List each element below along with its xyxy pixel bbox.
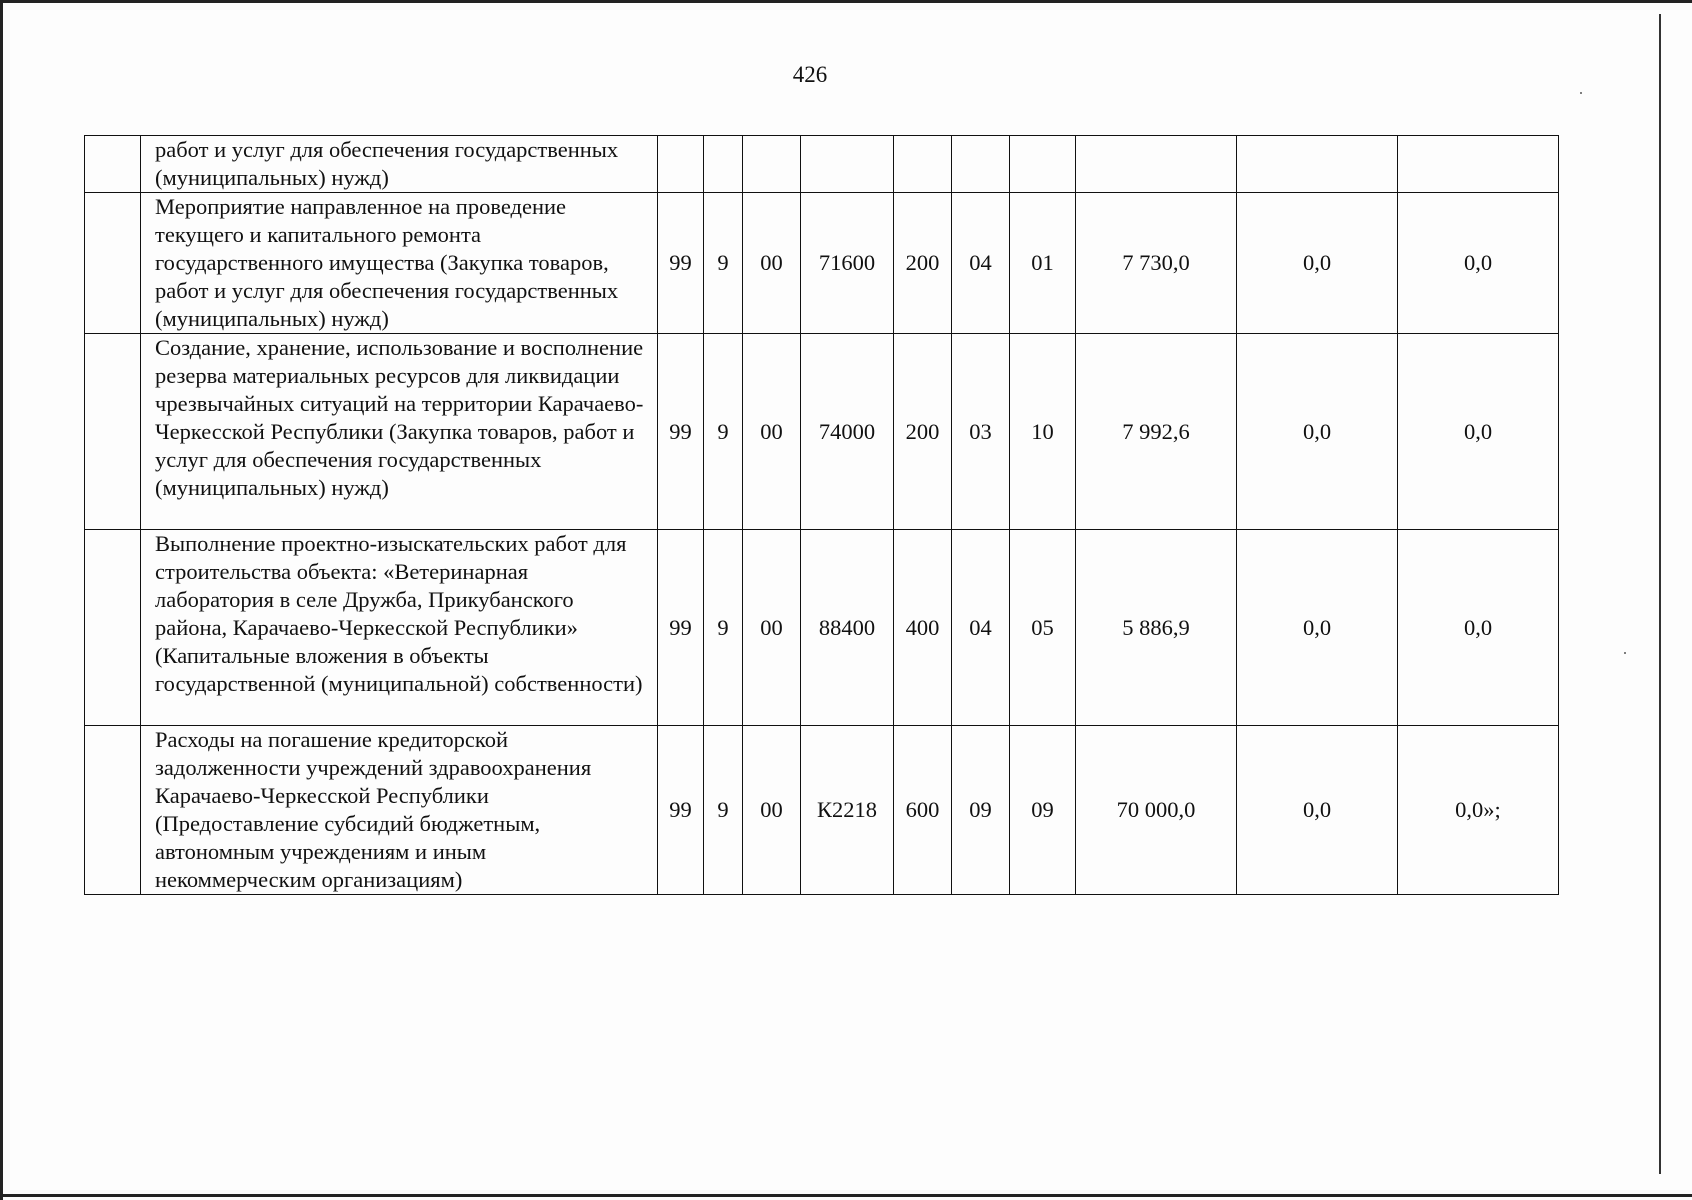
code-cell: 04 xyxy=(952,193,1010,334)
code-cell xyxy=(658,136,704,193)
scan-edge-top xyxy=(0,0,1692,3)
amount-cell: 0,0 xyxy=(1398,193,1559,334)
code-cell: 00 xyxy=(743,726,801,895)
code-cell: 10 xyxy=(1010,334,1076,530)
code-cell: 99 xyxy=(658,193,704,334)
code-cell: 9 xyxy=(704,530,743,726)
code-cell: 200 xyxy=(894,193,952,334)
code-cell: 9 xyxy=(704,726,743,895)
code-cell: 400 xyxy=(894,530,952,726)
amount-cell: 0,0 xyxy=(1237,334,1398,530)
scan-speck xyxy=(1580,92,1582,94)
amount-cell xyxy=(1076,136,1237,193)
scan-speck xyxy=(1624,652,1626,654)
amount-cell: 0,0 xyxy=(1237,726,1398,895)
code-cell: 04 xyxy=(952,530,1010,726)
budget-table xyxy=(84,135,1559,895)
code-cell: 00 xyxy=(743,334,801,530)
code-cell xyxy=(704,136,743,193)
table-row xyxy=(85,193,1559,334)
table-row xyxy=(85,136,1559,193)
amount-cell: 7 730,0 xyxy=(1076,193,1237,334)
code-cell: К2218 xyxy=(801,726,894,895)
amount-cell xyxy=(1398,136,1559,193)
amount-cell: 0,0 xyxy=(1237,193,1398,334)
code-cell: 99 xyxy=(658,726,704,895)
code-cell: 9 xyxy=(704,193,743,334)
scan-edge-left xyxy=(0,0,3,1200)
index-cell xyxy=(85,334,141,530)
code-cell: 00 xyxy=(743,193,801,334)
code-cell xyxy=(894,136,952,193)
index-cell xyxy=(85,193,141,334)
scan-edge-right xyxy=(1659,14,1661,1174)
amount-cell: 5 886,9 xyxy=(1076,530,1237,726)
amount-cell: 7 992,6 xyxy=(1076,334,1237,530)
table-row xyxy=(85,334,1559,530)
code-cell: 200 xyxy=(894,334,952,530)
code-cell: 09 xyxy=(952,726,1010,895)
amount-cell: 0,0 xyxy=(1398,334,1559,530)
code-cell xyxy=(952,136,1010,193)
code-cell: 01 xyxy=(1010,193,1076,334)
amount-cell: 0,0 xyxy=(1237,530,1398,726)
code-cell: 71600 xyxy=(801,193,894,334)
code-cell: 09 xyxy=(1010,726,1076,895)
code-cell: 74000 xyxy=(801,334,894,530)
code-cell xyxy=(801,136,894,193)
code-cell: 9 xyxy=(704,334,743,530)
code-cell: 88400 xyxy=(801,530,894,726)
amount-cell: 0,0»; xyxy=(1398,726,1559,895)
description-cell: Расходы на погашение кредиторской задолженности учреждений здравоохранения Карачаево-Черкесской Республики (Предоставление субсидий бюджетным, автономным учреждениям и иным некоммерческим организациям) xyxy=(141,726,658,895)
page-number: 426 xyxy=(792,62,828,87)
description-cell: Создание, хранение, использование и восполнение резерва материальных ресурсов для ликвидации чрезвычайных ситуаций на территории Карачаево-Черкесской Республики (Закупка товаров, работ и услуг для обеспечения государственных (муниципальных) нужд) xyxy=(141,334,658,530)
index-cell xyxy=(85,726,141,895)
description-cell: Мероприятие направленное на проведение текущего и капитального ремонта государственного имущества (Закупка товаров, работ и услуг для обеспечения государственных (муниципальных) нужд) xyxy=(141,193,658,334)
code-cell: 99 xyxy=(658,530,704,726)
code-cell: 05 xyxy=(1010,530,1076,726)
amount-cell xyxy=(1237,136,1398,193)
code-cell: 03 xyxy=(952,334,1010,530)
index-cell xyxy=(85,136,141,193)
scan-edge-bottom xyxy=(0,1194,1692,1197)
code-cell: 600 xyxy=(894,726,952,895)
table-row xyxy=(85,726,1559,895)
code-cell xyxy=(1010,136,1076,193)
index-cell xyxy=(85,530,141,726)
amount-cell: 70 000,0 xyxy=(1076,726,1237,895)
code-cell: 00 xyxy=(743,530,801,726)
description-cell: Выполнение проектно-изыскательских работ для строительства объекта: «Ветеринарная лаборатория в селе Дружба, Прикубанского района, Карачаево-Черкесской Республики» (Капитальные вложения в объекты государственной (муниципальной) собственности) xyxy=(141,530,658,726)
code-cell: 99 xyxy=(658,334,704,530)
code-cell xyxy=(743,136,801,193)
description-cell: работ и услуг для обеспечения государственных (муниципальных) нужд) xyxy=(141,136,658,193)
amount-cell: 0,0 xyxy=(1398,530,1559,726)
table-row xyxy=(85,530,1559,726)
